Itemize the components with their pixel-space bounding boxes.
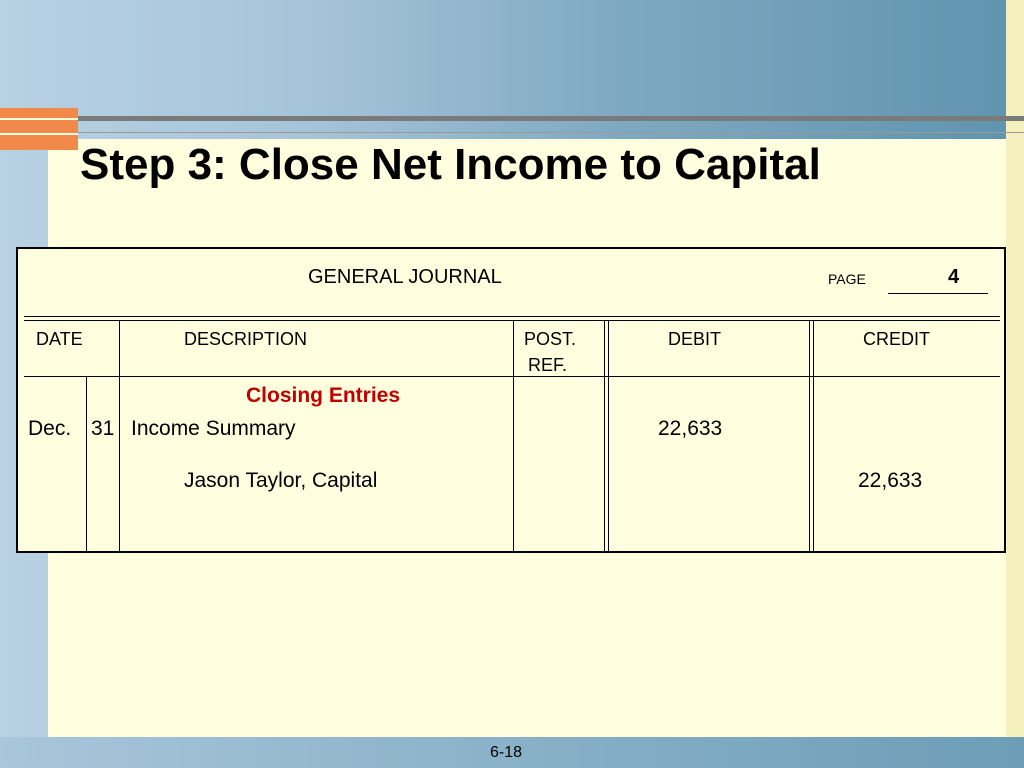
row-2-credit: 22,633 [858,469,923,492]
post-ref-column-divider [604,320,605,553]
row-1-day: 31 [91,417,115,440]
slide-number: 6-18 [490,744,523,761]
section-heading: Closing Entries [246,384,401,407]
header-rule-thin [78,132,1024,133]
date-day-divider [86,376,87,553]
header-rule [78,116,1024,121]
journal-page-underline [888,293,988,294]
debit-column-divider [813,320,814,553]
general-journal [16,247,1006,553]
row-1-debit: 22,633 [658,417,723,440]
orange-accent-block [0,108,78,150]
journal-page-number: 4 [948,266,960,288]
header-debit: DEBIT [668,329,722,349]
title-rule [24,320,1000,321]
orange-accent-stripe [0,133,78,135]
journal-title: GENERAL JOURNAL [308,266,502,288]
debit-column-divider [809,320,810,553]
journal-page-label: PAGE [828,271,866,287]
row-1-description: Income Summary [131,417,296,440]
slide-title: Step 3: Close Net Income to Capital [80,140,821,189]
header-post-ref: POST. [524,329,577,349]
header-rule [24,376,1000,377]
description-column-divider [513,320,514,553]
date-column-divider [119,320,120,553]
post-ref-column-divider [608,320,609,553]
header-credit: CREDIT [863,329,930,349]
row-1-month: Dec. [28,417,72,440]
header-post-ref-line2: REF. [528,355,568,375]
header-date: DATE [36,329,83,349]
title-rule [24,316,1000,317]
row-2-description: Jason Taylor, Capital [184,469,378,492]
orange-accent-stripe [0,118,78,120]
header-description: DESCRIPTION [184,329,308,349]
